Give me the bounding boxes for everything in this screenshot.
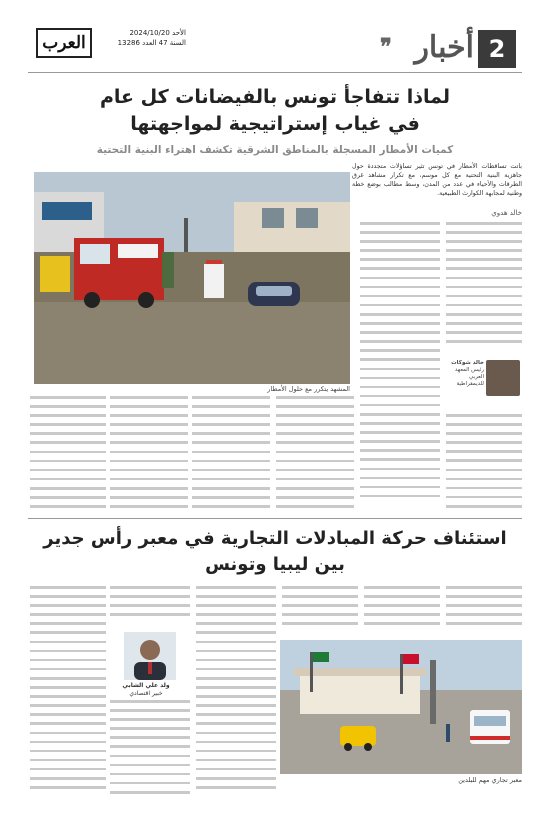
body-column-1a bbox=[446, 222, 522, 350]
lead-paragraph: باتت تساقطات الأمطار في تونس تثير تساؤلات متجددة حول جاهزية البنية التحتية مع كل موسم، مع تكرار مشاهد غرق الطرقات والأحياء في عدد من المدن، وسط مطالب بوضع خطة وطنية لمجابهة الكوارث الطبيعية. bbox=[352, 163, 522, 197]
issue-info bbox=[96, 28, 186, 48]
author2-info bbox=[96, 682, 196, 698]
issue-date: الأحد 2024/10/20 bbox=[129, 29, 186, 37]
section-name: أخبار bbox=[414, 30, 474, 65]
border-crossing-caption: معبر تجاري مهم للبلدين bbox=[458, 776, 522, 784]
lead-headline-line-1: لماذا تتفاجأ تونس بالفيضانات كل عام bbox=[99, 86, 450, 108]
story2-column-5a bbox=[110, 586, 190, 630]
body-column-5 bbox=[110, 396, 188, 514]
second-headline-line-1: استئناف حركة المبادلات التجارية في معبر رأس جدير bbox=[43, 528, 507, 549]
story2-column-1 bbox=[446, 586, 522, 636]
body-column-6 bbox=[30, 396, 106, 514]
second-headline-line-2: بين ليبيا وتونس bbox=[205, 554, 345, 575]
flood-photo-caption: المشهد يتكرر مع حلول الأمطار bbox=[267, 385, 350, 393]
story2-column-6 bbox=[30, 586, 106, 808]
author2-name: ولد علي الشابي bbox=[122, 682, 170, 689]
body-column-3 bbox=[276, 396, 354, 514]
author-box-title: رئيس المعهد العربي للديمقراطية bbox=[454, 367, 484, 387]
author2-title: خبير اقتصادي bbox=[129, 690, 163, 697]
byline: خالد هدوي bbox=[491, 209, 522, 217]
story2-column-4 bbox=[196, 586, 276, 808]
page-number: 2 bbox=[478, 30, 516, 68]
story2-column-2 bbox=[364, 586, 440, 636]
body-column-2 bbox=[360, 222, 440, 514]
lead-headline bbox=[28, 84, 522, 138]
second-headline bbox=[28, 526, 522, 578]
quote-mark-icon: ❞ bbox=[380, 34, 392, 60]
newspaper-logo: العرب bbox=[36, 28, 92, 58]
body-column-4 bbox=[192, 396, 270, 514]
flood-photo bbox=[34, 172, 350, 384]
story2-column-3 bbox=[282, 586, 358, 636]
border-crossing-photo bbox=[280, 640, 522, 774]
issue-number: السنة 47 العدد 13286 bbox=[117, 39, 186, 47]
author2-photo bbox=[124, 632, 176, 680]
person-icon bbox=[124, 632, 176, 680]
border-crossing-illustration bbox=[280, 640, 522, 774]
body-column-1b bbox=[446, 414, 522, 514]
lead-subheadline: كميات الأمطار المسجلة بالمناطق الشرقية تكشف اهتراء البنية التحتية bbox=[96, 144, 454, 156]
author-photo bbox=[486, 360, 520, 396]
story2-column-5b bbox=[110, 700, 190, 808]
section-divider bbox=[28, 518, 522, 519]
flood-photo-illustration bbox=[34, 172, 350, 384]
top-divider bbox=[28, 72, 522, 73]
author-box bbox=[448, 360, 484, 388]
lead-headline-line-2: في غياب إستراتيجية لمواجهتها bbox=[130, 113, 420, 135]
author-box-name: خالد شوكات bbox=[451, 360, 484, 366]
